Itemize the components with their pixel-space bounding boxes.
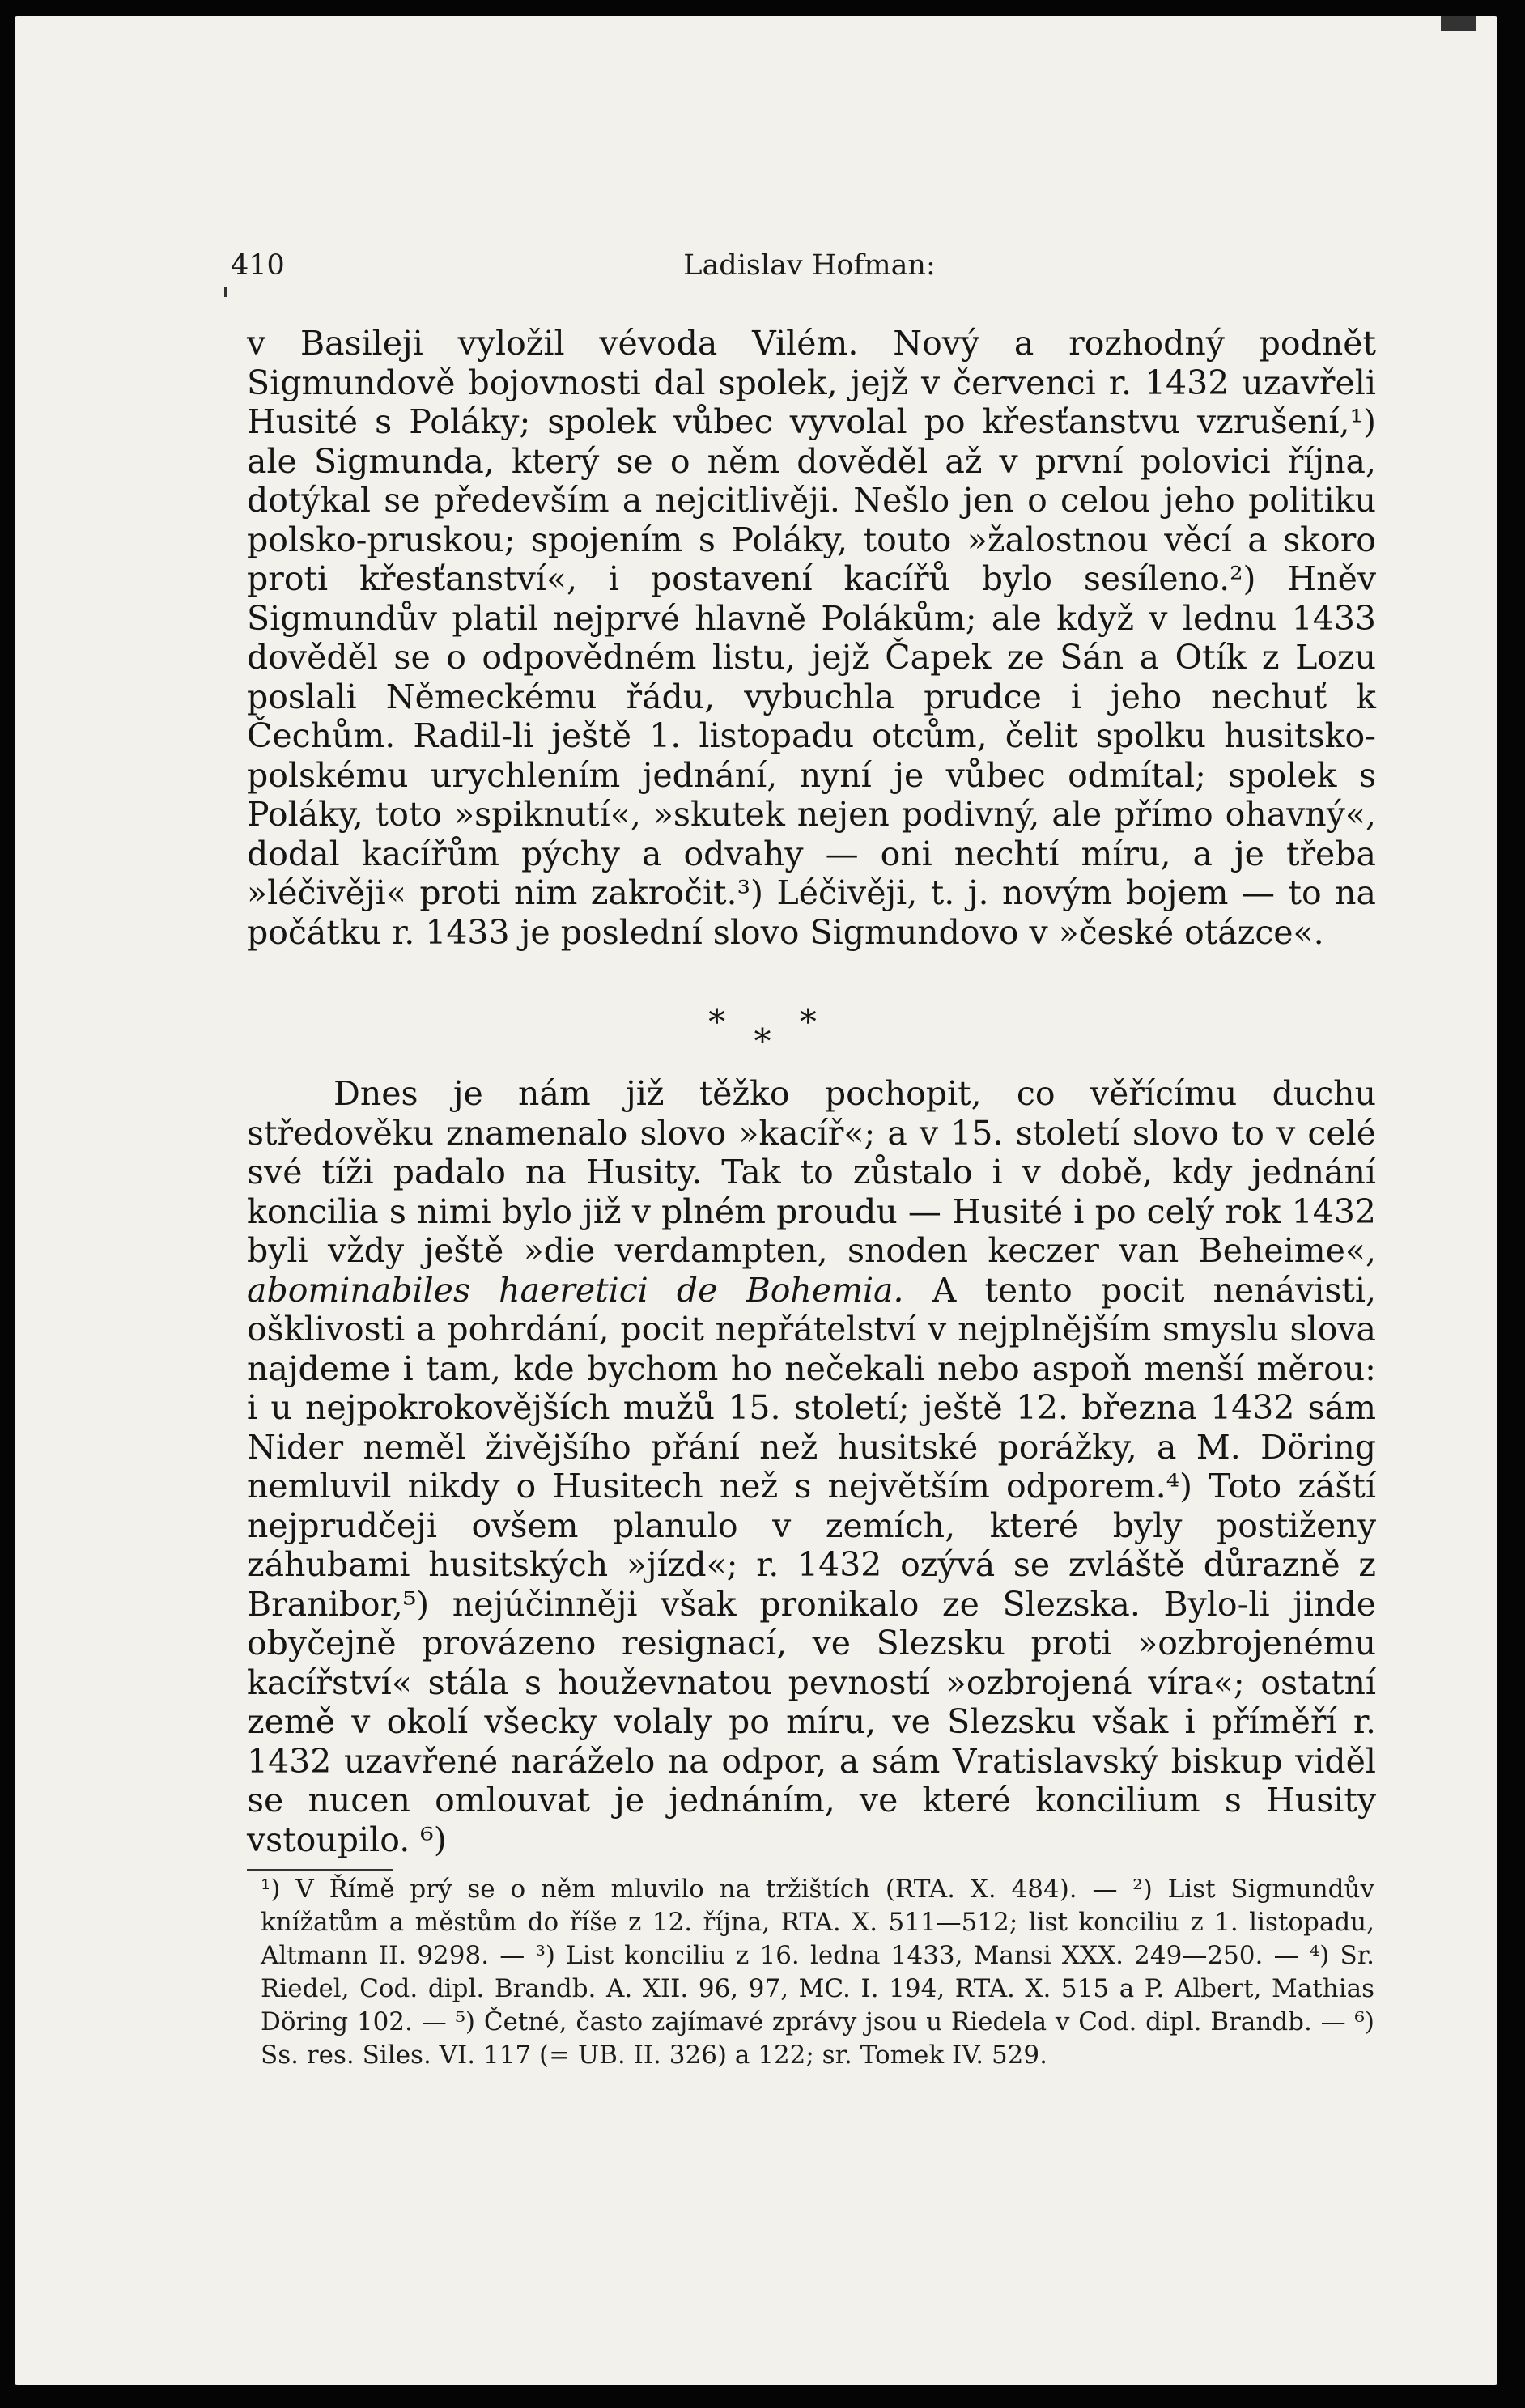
- footnote-text: ¹) V Římě prý se o něm mluvilo na tržištích (RTA. X. 484). — ²) List Sigmundův knížatům a městům do říše z 12. října, RTA. X. 511—512; list konciliu z 1. listopadu, Altmann II. 9298. — ³) List konciliu z 16. ledna 1433, Mansi XXX. 249—250. — ⁴) Sr. Riedel, Cod. dipl. Brandb. A. XII. 96, 97, MC. I. 194, RTA. X. 515 a P. Albert, Mathias Döring 102. — ⁵) Četné, často zajímavé zprávy jsou u Riedela v Cod. dipl. Brandb. — ⁶) Ss. res. Siles. VI. 117 (= UB. II. 326) a 122; sr. Tomek IV. 529.: [261, 1875, 1374, 2070]
- asterisk: *: [799, 1002, 817, 1042]
- page-number: 410: [231, 249, 285, 282]
- scan-mark: [1441, 16, 1476, 31]
- latin-phrase: abominabiles haeretici de Bohemia.: [247, 1270, 904, 1310]
- paragraph-text: Dnes je nám již těžko pochopit, co věřícímu duchu středověku znamenalo slovo »kacíř«; a v 15. století slovo to v celé své tíži padalo na Husity. Tak to zůstalo i v době, kdy jednání koncilia s nimi bylo již v plném proudu — Husité i po celý rok 1432 byli vždy ještě »die verdampten, snoden keczer van Beheime«,: [247, 1074, 1376, 1270]
- paragraph-text: v Basileji vyložil vévoda Vilém. Nový a rozhodný podnět Sigmundově bojovnosti dal spolek, jejž v červenci r. 1432 uzavřeli Husité s Poláky; spolek vůbec vyvolal po křesťanstvu vzrušení,¹) ale Sigmunda, který se o něm dověděl až v první polovici října, dotýkal se především a nejcitlivěji. Nešlo jen o celou jeho politiku polsko-pruskou; spojením s Poláky, touto »žalostnou věcí a skoro proti křesťanství«, i postavení kacířů bylo sesíleno.²) Hněv Sigmundův platil nejprvé hlavně Polákům; ale když v lednu 1433 dověděl se o odpovědném listu, jejž Čapek ze Sán a Otík z Lozu poslali Německému řádu, vybuchla prudce i jeho nechuť k Čechům. Radil-li ještě 1. listopadu otcům, čelit spolku husitsko-polskému urychlením jednání, nyní je vůbec odmítal; spolek s Poláky, toto »spiknutí«, »skutek nejen podivný, ale přímo ohavný«, dodal kacířům pýchy a odvahy — oni nechtí míru, a je třeba »léčivěji« proti nim zakročit.³) Léčivěji, t. j. novým bojem — to na počátku r. 1433 je poslední slovo Sigmundovo v »české otázce«.: [247, 324, 1376, 952]
- paragraph-text: A tento pocit nenávisti, ošklivosti a pohrdání, pocit nepřátelství v nejplnějším smyslu slova najdeme i tam, kde bychom ho nečekali nebo aspoň menší měrou: i u nejpokrokovějších mužů 15. století; ještě 12. března 1432 sám Nider neměl živějšího přání než husitské porážky, a M. Döring nemluvil nikdy o Husitech než s největším odporem.⁴) Toto záští nejprudčeji ovšem planulo v zemích, které byly postiženy záhubami husitských »jízd«; r. 1432 ozývá se zvláště důrazně z Branibor,⁵) nejúčinněji však pronikalo ze Slezska. Bylo-li jinde obyčejně provázeno resignací, ve Slezsku proti »ozbrojenému kacířství« stála s houževnatou pevností »ozbrojená víra«; ostatní země v okolí všecky volaly po míru, ve Slezsku však i příměří r. 1432 uzavřené naráželo na odpor, a sám Vratislavský biskup viděl se nucen omlouvat je jednáním, ve které koncilium s Husity vstoupilo. ⁶): [247, 1270, 1377, 1859]
- asterisk: *: [708, 1002, 726, 1042]
- section-separator: [0, 1002, 1525, 1061]
- asterisk: *: [754, 1021, 771, 1061]
- running-title: Ladislav Hofman:: [683, 249, 936, 282]
- page-header: [231, 249, 1388, 290]
- scan-mark: [224, 287, 227, 297]
- body-paragraph-2: [247, 1074, 1376, 1859]
- body-paragraph-1: [247, 324, 1376, 952]
- footnotes: [261, 1873, 1374, 2072]
- footnote-rule: [247, 1869, 393, 1871]
